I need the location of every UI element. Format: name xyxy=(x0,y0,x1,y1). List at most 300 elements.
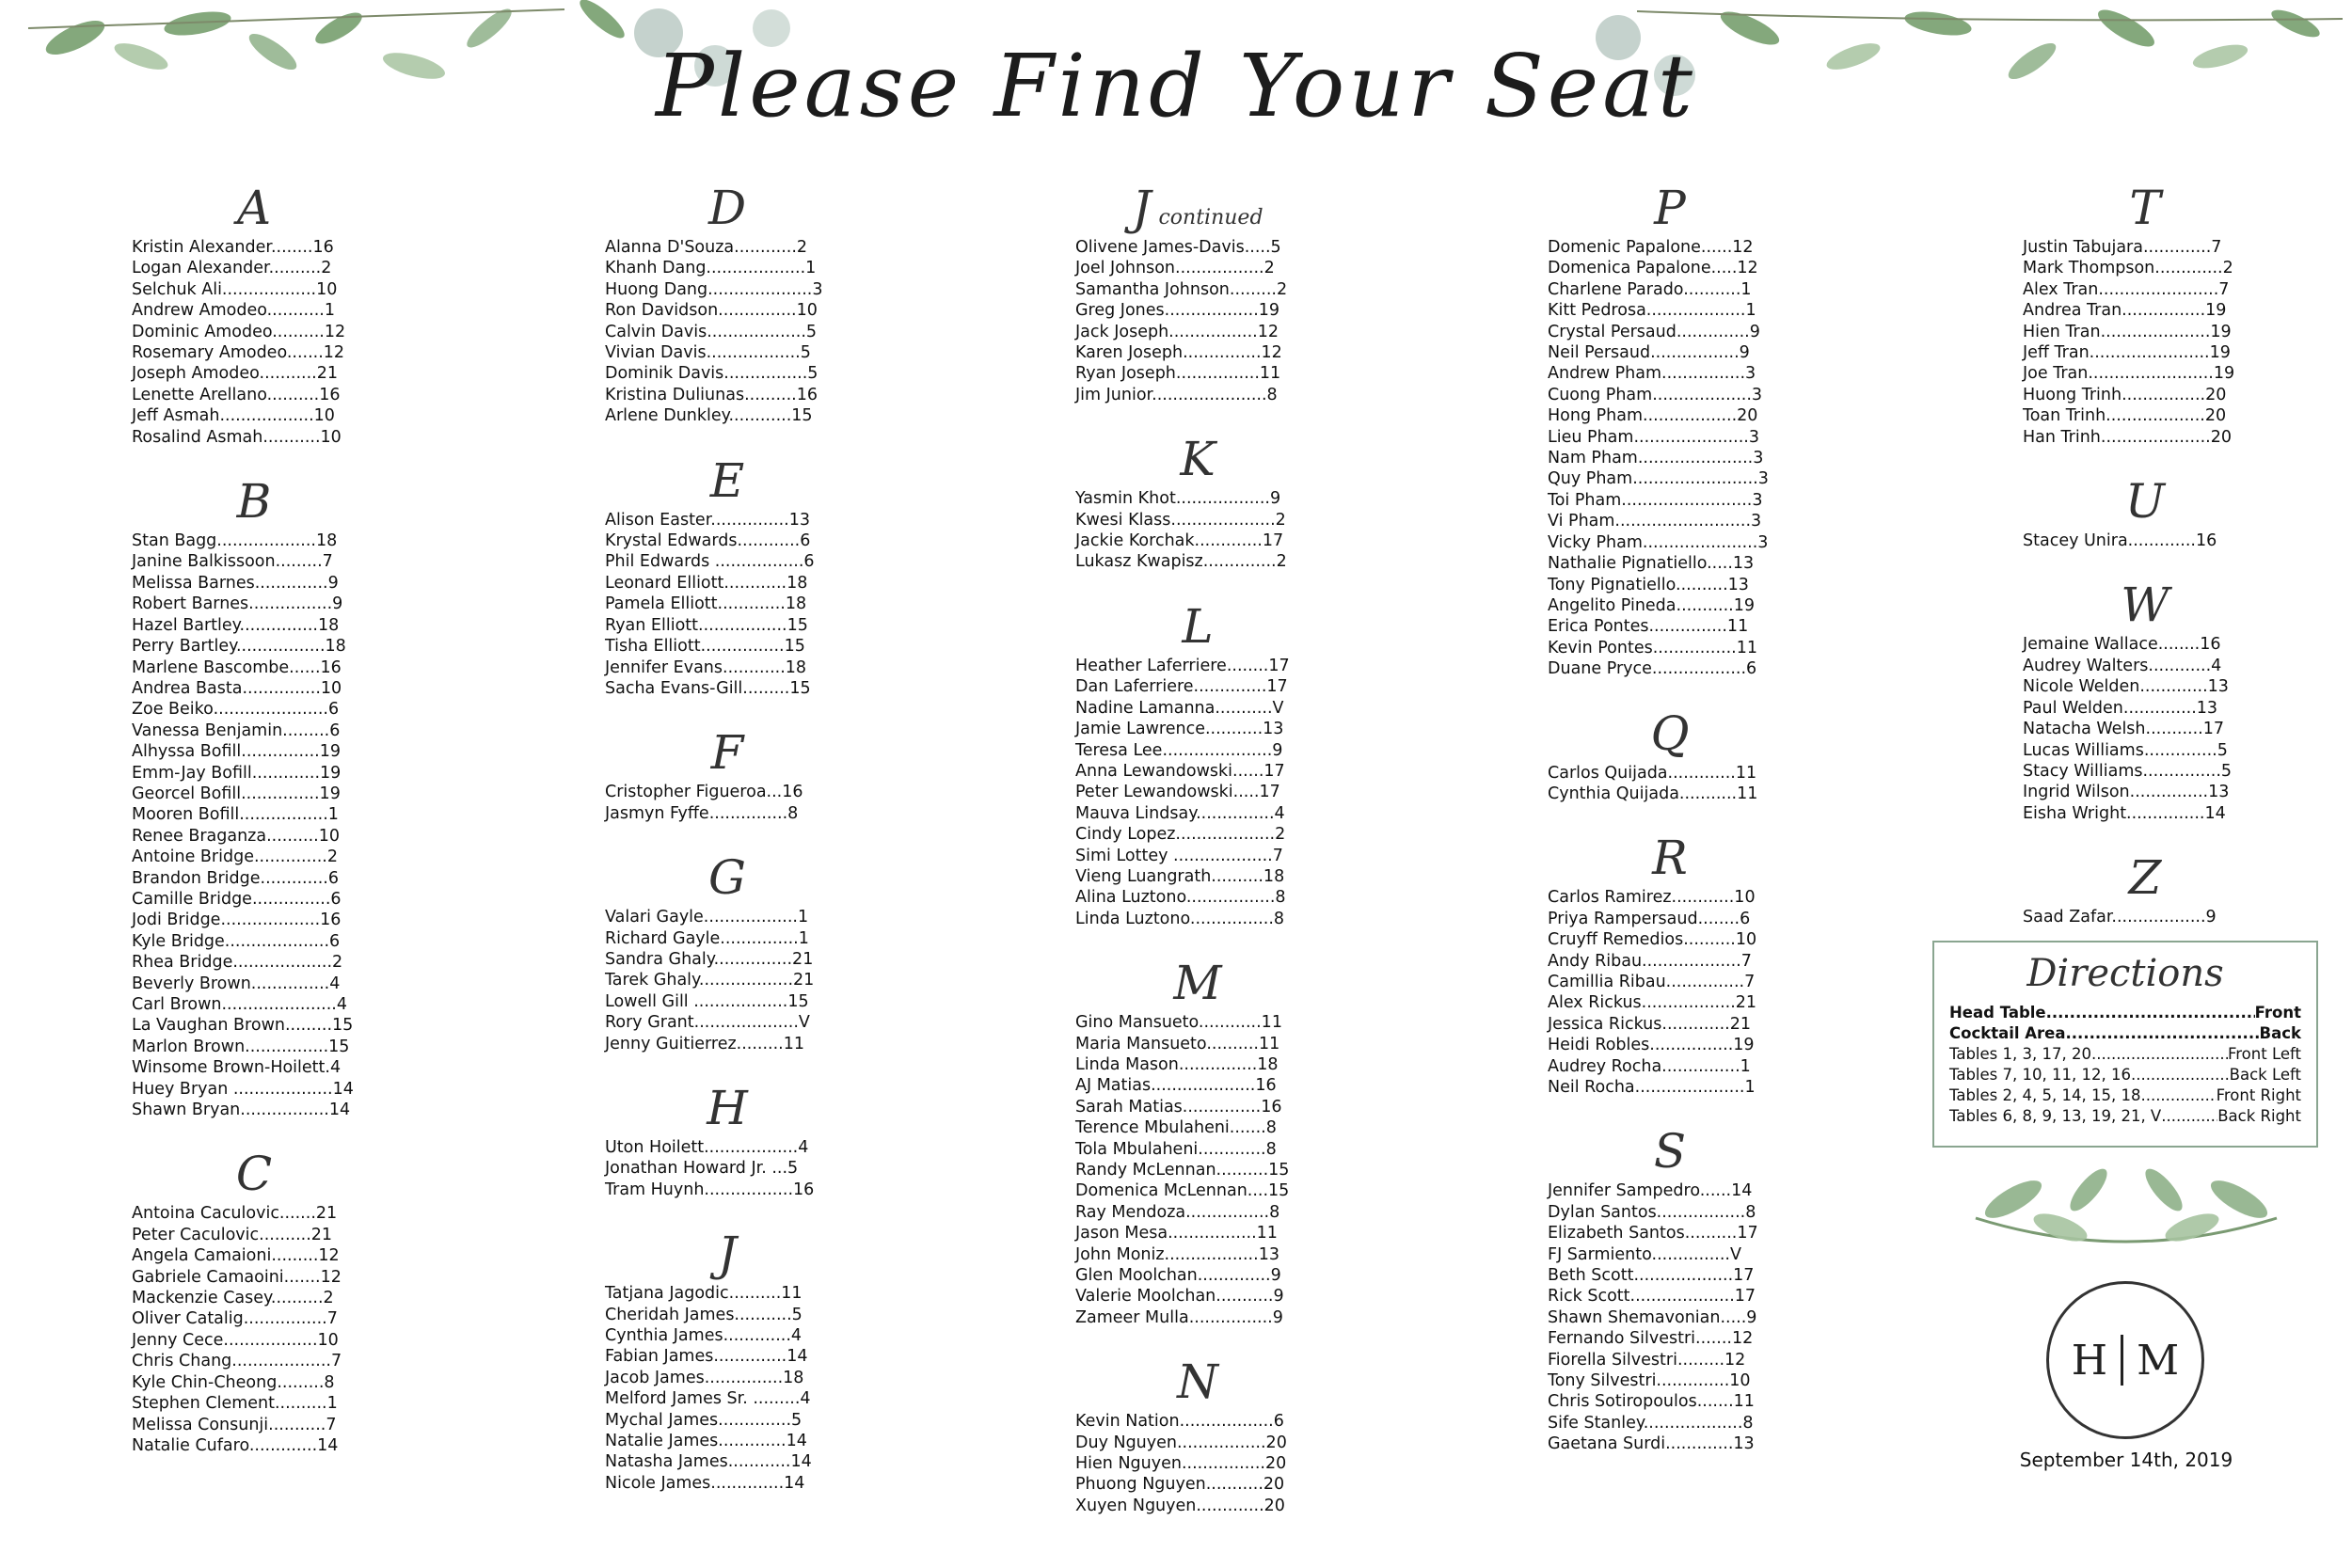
guest-entry: Dominik Davis................5 xyxy=(605,364,818,384)
section-letter-text: T xyxy=(2129,181,2161,235)
directions-row xyxy=(1949,1085,2301,1106)
guest-entry: Rick Scott....................17 xyxy=(1548,1287,1756,1307)
letter-section xyxy=(2023,472,2352,551)
directions-row xyxy=(1949,1044,2301,1065)
guest-entry: Valerie Moolchan...........9 xyxy=(1075,1287,1284,1307)
section-letter-text: C xyxy=(235,1147,273,1202)
monogram-divider xyxy=(2121,1335,2123,1386)
guest-entry: Yasmin Khot..................9 xyxy=(1075,489,1281,509)
section-letter-text: G xyxy=(708,850,746,906)
section-letter xyxy=(1075,430,1320,488)
guest-entry: Jackie Korchak.............17 xyxy=(1075,531,1284,551)
guest-entry: Natacha Welsh...........17 xyxy=(2023,720,2224,739)
guest-entry: Justin Tabujara.............7 xyxy=(2023,238,2222,257)
guest-entry: Andrea Tran................19 xyxy=(2023,301,2227,321)
guest-entry: Georcel Bofill...............19 xyxy=(132,784,341,803)
guest-entry: Fiorella Silvestri.........12 xyxy=(1548,1350,1746,1370)
guest-entry: Fernando Silvestri.......12 xyxy=(1548,1329,1754,1349)
guest-entry: Marlon Brown................15 xyxy=(132,1037,350,1056)
section-letter-text: R xyxy=(1652,831,1688,886)
directions-label: Tables 2, 4, 5, 14, 15, 18 xyxy=(1949,1086,2141,1104)
letter-section xyxy=(2023,576,2352,824)
section-letter xyxy=(605,1079,850,1137)
guest-entry: Natasha James............14 xyxy=(605,1452,812,1472)
guest-entry: Carl Brown......................4 xyxy=(132,995,348,1014)
section-letter-text: W xyxy=(2121,578,2169,633)
guest-entry: Sife Stanley...................8 xyxy=(1548,1413,1754,1433)
guest-entry: Phuong Nguyen...........20 xyxy=(1075,1475,1285,1495)
seating-column xyxy=(1075,179,1470,1541)
guest-entry: Antoina Caculovic.......21 xyxy=(132,1204,338,1224)
guest-entry: Duane Pryce..................6 xyxy=(1548,659,1757,679)
guest-entry: Chris Chang...................7 xyxy=(132,1352,342,1371)
guest-entry: Andrew Amodeo...........1 xyxy=(132,301,335,321)
guest-entry: Huey Bryan ...................14 xyxy=(132,1079,354,1099)
guest-entry: Gabriele Camaoini.......12 xyxy=(132,1267,342,1287)
guest-entry: Kristin Alexander........16 xyxy=(132,238,334,257)
section-letter xyxy=(1548,705,1792,763)
guest-entry: Lowell Gill ..................15 xyxy=(605,991,809,1011)
seating-column xyxy=(1548,179,1943,1480)
section-letter-text: U xyxy=(2124,474,2166,530)
guest-entry: Joe Tran........................19 xyxy=(2023,364,2235,384)
guest-entry: Cindy Lopez...................2 xyxy=(1075,825,1286,845)
guest-entry: Lieu Pham......................3 xyxy=(1548,427,1759,447)
guest-entry: Khanh Dang...................1 xyxy=(605,259,817,278)
guest-entry: Natalie Cufaro.............14 xyxy=(132,1435,339,1455)
guest-entry: Alison Easter...............13 xyxy=(605,510,810,530)
guest-entry: Audrey Rocha...............1 xyxy=(1548,1056,1751,1076)
guest-entry: Stacey Unira.............16 xyxy=(2023,531,2217,551)
guest-entry: Sarah Matias...............16 xyxy=(1075,1097,1282,1117)
section-letter xyxy=(1075,1353,1320,1411)
letter-section xyxy=(605,451,1000,700)
guest-entry: Neil Rocha.....................1 xyxy=(1548,1078,1756,1097)
guest-entry: Vicky Pham......................3 xyxy=(1548,532,1769,552)
section-letter-text: Z xyxy=(2128,850,2162,906)
guest-entry: Phil Edwards .................6 xyxy=(605,552,815,572)
guest-entry: Hazel Bartley...............18 xyxy=(132,615,340,635)
guest-entry: Heather Laferriere........17 xyxy=(1075,656,1290,675)
guest-entry: Fabian James..............14 xyxy=(605,1347,808,1367)
laurel-sprig xyxy=(1947,1162,2305,1265)
guest-entry: Peter Lewandowski.....17 xyxy=(1075,783,1280,802)
guest-entry: Linda Luztono................8 xyxy=(1075,909,1285,928)
guest-entry: Lucas Williams..............5 xyxy=(2023,740,2228,760)
guest-entry: Linda Mason...............18 xyxy=(1075,1054,1279,1074)
guest-entry: Alex Tran.......................7 xyxy=(2023,279,2230,299)
guest-entry: Joel Johnson.................2 xyxy=(1075,259,1275,278)
guest-entry: Hien Tran.....................19 xyxy=(2023,322,2232,341)
guest-entry: Jeff Asmah..................10 xyxy=(132,406,335,426)
guest-entry: Jodi Bridge...................16 xyxy=(132,911,342,930)
section-letter xyxy=(605,723,850,782)
guest-entry: Terence Mbulaheni.......8 xyxy=(1075,1118,1277,1138)
directions-leader-dots xyxy=(2140,1085,2216,1106)
guest-entry: Nathalie Pignatiello.....13 xyxy=(1548,554,1755,574)
guest-entry: Rosemary Amodeo.......12 xyxy=(132,343,345,363)
guest-entry: La Vaughan Brown.........15 xyxy=(132,1016,354,1036)
directions-label: Head Table xyxy=(1949,1004,2046,1022)
section-letter-text: M xyxy=(1173,956,1222,1011)
guest-entry: Rhea Bridge...................2 xyxy=(132,953,343,973)
directions-value: Front Right xyxy=(2216,1086,2301,1104)
section-letter-text: F xyxy=(710,725,744,781)
directions-leader-dots xyxy=(2046,1003,2255,1023)
guest-entry: Vanessa Benjamin.........6 xyxy=(132,721,341,740)
section-letter xyxy=(2023,179,2267,237)
section-letter-text: D xyxy=(707,181,747,235)
guest-entry: Mychal James..............5 xyxy=(605,1410,803,1430)
section-letter xyxy=(1075,179,1320,237)
guest-entry: Kwesi Klass....................2 xyxy=(1075,510,1286,530)
guest-entry: Melissa Barnes..............9 xyxy=(132,573,339,593)
guest-entry: Alex Rickus..................21 xyxy=(1548,993,1757,1013)
guest-entry: Nadine Lamanna...........V xyxy=(1075,698,1284,718)
guest-entry: Tram Huynh.................16 xyxy=(605,1180,815,1199)
guest-entry: Camille Bridge...............6 xyxy=(132,889,342,909)
guest-entry: Robert Barnes................9 xyxy=(132,594,343,614)
guest-entry: Tarek Ghaly..................21 xyxy=(605,971,815,990)
letter-section xyxy=(605,1225,1000,1494)
directions-value: Front xyxy=(2254,1004,2301,1022)
guest-entry: Andy Ribau...................7 xyxy=(1548,951,1752,971)
guest-entry: AJ Matias....................16 xyxy=(1075,1076,1277,1096)
seating-column xyxy=(2023,179,2352,953)
guest-entry: Mooren Bofill.................1 xyxy=(132,805,339,825)
guest-entry: Eisha Wright...............14 xyxy=(2023,803,2226,823)
guest-entry: Carlos Quijada.............11 xyxy=(1548,763,1757,783)
guest-entry: Jonathan Howard Jr. ...5 xyxy=(605,1159,799,1179)
guest-entry: Kitt Pedrosa...................1 xyxy=(1548,301,1756,321)
guest-entry: Mauva Lindsay...............4 xyxy=(1075,803,1285,823)
guest-entry: Olivene James-Davis.....5 xyxy=(1075,238,1281,257)
guest-entry: Heidi Robles................19 xyxy=(1548,1036,1755,1055)
letter-section xyxy=(605,1079,1000,1200)
section-letter-text: B xyxy=(236,474,272,530)
guest-entry: Zoe Beiko......................6 xyxy=(132,700,340,720)
guest-entry: Alanna D'Souza............2 xyxy=(605,238,808,257)
guest-entry: John Moniz..................13 xyxy=(1075,1244,1279,1264)
guest-entry: Domenica Papalone.....12 xyxy=(1548,259,1758,278)
letter-section xyxy=(2023,179,2352,448)
section-letter-text: L xyxy=(1182,598,1214,654)
seating-column xyxy=(132,179,527,1481)
guest-entry: Jessica Rickus.............21 xyxy=(1548,1014,1751,1034)
guest-entry: Erica Pontes...............11 xyxy=(1548,617,1749,637)
guest-entry: Jacob James...............18 xyxy=(605,1368,804,1387)
section-letter xyxy=(1075,954,1320,1012)
guest-entry: Stacy Williams...............5 xyxy=(2023,761,2233,781)
section-letter-text: E xyxy=(709,452,745,508)
guest-entry: Dylan Santos.................8 xyxy=(1548,1202,1756,1222)
letter-section xyxy=(132,1145,527,1456)
guest-entry: Toi Pham.........................3 xyxy=(1548,490,1763,510)
section-letter xyxy=(1548,179,1792,237)
guest-entry: Alina Luztono.................8 xyxy=(1075,888,1286,908)
section-letter xyxy=(605,1225,850,1283)
guest-entry: Ryan Elliott.................15 xyxy=(605,615,808,635)
section-letter-text: A xyxy=(236,181,272,235)
guest-entry: Alhyssa Bofill...............19 xyxy=(132,742,341,762)
guest-entry: Tatjana Jagodic..........11 xyxy=(605,1284,803,1304)
guest-entry: Jasmyn Fyffe...............8 xyxy=(605,803,799,823)
guest-entry: Janine Balkissoon.........7 xyxy=(132,552,333,572)
guest-entry: Jim Junior......................8 xyxy=(1075,385,1278,404)
guest-entry: Audrey Walters............4 xyxy=(2023,656,2222,675)
guest-entry: Andrew Pham................3 xyxy=(1548,364,1756,384)
guest-entry: Brandon Bridge.............6 xyxy=(132,868,339,888)
directions-value: Back xyxy=(2259,1024,2301,1042)
guest-entry: Renee Braganza..........10 xyxy=(132,826,340,846)
guest-entry: Angela Camaioni.........12 xyxy=(132,1246,340,1266)
directions-value: Back Left xyxy=(2229,1066,2301,1084)
guest-entry: Angelito Pineda...........19 xyxy=(1548,595,1755,615)
guest-entry: Dominic Amodeo..........12 xyxy=(132,322,346,341)
guest-entry: Kyle Chin-Cheong.........8 xyxy=(132,1372,335,1392)
guest-entry: Jamie Lawrence...........13 xyxy=(1075,720,1284,739)
guest-entry: Melford James Sr. .........4 xyxy=(605,1389,811,1409)
guest-entry: Huong Trinh................20 xyxy=(2023,385,2227,404)
guest-entry: Carlos Ramirez............10 xyxy=(1548,888,1756,908)
guest-entry: Calvin Davis...................5 xyxy=(605,322,818,341)
seating-column xyxy=(605,179,1000,1518)
guest-entry: Elizabeth Santos..........17 xyxy=(1548,1224,1758,1243)
letter-section xyxy=(1548,829,1943,1098)
section-letter xyxy=(132,179,376,237)
guest-entry: Lukasz Kwapisz..............2 xyxy=(1075,552,1287,572)
guest-entry: Arlene Dunkley............15 xyxy=(605,406,813,426)
guest-entry: Tony Pignatiello..........13 xyxy=(1548,575,1749,594)
guest-entry: Hong Pham..................20 xyxy=(1548,406,1758,426)
guest-entry: Paul Welden..............13 xyxy=(2023,698,2218,718)
guest-entry: Vi Pham..........................3 xyxy=(1548,512,1762,531)
directions-row xyxy=(1949,1065,2301,1085)
letter-section xyxy=(1075,430,1470,573)
guest-entry: FJ Sarmiento...............V xyxy=(1548,1244,1741,1264)
directions-value: Back Right xyxy=(2217,1107,2301,1125)
guest-entry: Ron Davidson...............10 xyxy=(605,301,818,321)
guest-entry: Melissa Consunji...........7 xyxy=(132,1415,337,1434)
guest-entry: Joseph Amodeo...........21 xyxy=(132,364,338,384)
letter-section xyxy=(1548,179,1943,680)
directions-leader-dots xyxy=(2066,1023,2260,1044)
guest-entry: Krystal Edwards............6 xyxy=(605,531,811,551)
guest-entry: Emm-Jay Bofill.............19 xyxy=(132,763,342,783)
guest-entry: Uton Hoilett..................4 xyxy=(605,1137,809,1157)
directions-value: Front Left xyxy=(2227,1045,2301,1063)
guest-entry: Leonard Elliott............18 xyxy=(605,573,808,593)
monogram-logo xyxy=(2046,1281,2204,1439)
section-letter xyxy=(2023,472,2267,531)
guest-entry: Jennifer Sampedro......14 xyxy=(1548,1181,1753,1201)
letter-section xyxy=(2023,848,2352,927)
guest-entry: Chris Sotiropoulos.......11 xyxy=(1548,1392,1755,1412)
monogram-left: H xyxy=(2071,1336,2108,1385)
guest-entry: Cristopher Figueroa...16 xyxy=(605,783,803,802)
letter-section xyxy=(132,179,527,448)
guest-entry: Marlene Bascombe......16 xyxy=(132,657,342,677)
guest-entry: Neil Persaud.................9 xyxy=(1548,343,1750,363)
guest-entry: Vieng Luangrath..........18 xyxy=(1075,866,1285,886)
section-letter xyxy=(132,472,376,531)
letter-section xyxy=(1548,1122,1943,1454)
section-letter xyxy=(1075,597,1320,656)
section-letter xyxy=(1548,1122,1792,1180)
guest-entry: Antoine Bridge..............2 xyxy=(132,847,338,867)
guest-entry: Pamela Elliott.............18 xyxy=(605,594,807,614)
section-letter xyxy=(132,1145,376,1203)
section-letter xyxy=(1548,829,1792,887)
guest-entry: Gino Mansueto............11 xyxy=(1075,1013,1282,1033)
letter-section xyxy=(605,723,1000,824)
guest-entry: Logan Alexander..........2 xyxy=(132,259,332,278)
guest-entry: Valari Gayle..................1 xyxy=(605,908,809,927)
section-continued-label: continued xyxy=(1158,206,1263,230)
section-letter xyxy=(605,848,850,907)
letter-section xyxy=(605,179,1000,427)
letter-section xyxy=(1548,705,1943,805)
directions-label: Tables 6, 8, 9, 13, 19, 21, V xyxy=(1949,1107,2162,1125)
guest-entry: Vivian Davis..................5 xyxy=(605,343,811,363)
guest-entry: Andrea Basta...............10 xyxy=(132,678,342,698)
guest-entry: Jack Joseph.................12 xyxy=(1075,322,1279,341)
guest-entry: Jenny Guitierrez.........11 xyxy=(605,1034,805,1053)
guest-entry: Stan Bagg...................18 xyxy=(132,531,338,551)
guest-entry: Jemaine Wallace........16 xyxy=(2023,635,2221,655)
guest-entry: Duy Nguyen.................20 xyxy=(1075,1433,1287,1452)
guest-entry: Winsome Brown-Hoilett.4 xyxy=(132,1058,342,1078)
guest-entry: Stephen Clement..........1 xyxy=(132,1394,338,1414)
directions-label: Tables 7, 10, 11, 12, 16 xyxy=(1949,1066,2131,1084)
guest-entry: Karen Joseph...............12 xyxy=(1075,343,1282,363)
guest-entry: Domenic Papalone......12 xyxy=(1548,238,1754,257)
section-letter xyxy=(2023,576,2267,634)
section-letter-text: K xyxy=(1180,432,1216,487)
directions-list xyxy=(1949,1003,2301,1127)
directions-leader-dots xyxy=(2131,1065,2230,1085)
section-letter xyxy=(605,179,850,237)
section-letter-text: S xyxy=(1653,1124,1687,1180)
guest-entry: Sandra Ghaly...............21 xyxy=(605,949,814,969)
directions-row xyxy=(1949,1023,2301,1044)
guest-entry: Randy McLennan..........15 xyxy=(1075,1161,1290,1180)
event-date: September 14th, 2019 xyxy=(2019,1449,2233,1471)
guest-entry: Peter Caculovic..........21 xyxy=(132,1225,333,1244)
guest-entry: Kevin Nation..................6 xyxy=(1075,1412,1284,1432)
guest-entry: Samantha Johnson.........2 xyxy=(1075,279,1288,299)
guest-entry: Hien Nguyen................20 xyxy=(1075,1454,1287,1474)
letter-section xyxy=(1075,1353,1470,1516)
guest-entry: Kevin Pontes................11 xyxy=(1548,638,1757,657)
directions-title: Directions xyxy=(2026,952,2224,995)
guest-entry: Simi Lottey ...................7 xyxy=(1075,846,1283,865)
section-letter-text: N xyxy=(1177,1354,1218,1410)
guest-entry: Rosalind Asmah...........10 xyxy=(132,427,342,447)
guest-entry: Jeff Tran.......................19 xyxy=(2023,343,2231,363)
section-letter-text: J xyxy=(717,1227,738,1282)
directions-box xyxy=(1932,941,2318,1148)
guest-entry: Perry Bartley.................18 xyxy=(132,637,346,657)
guest-entry: Kristina Duliunas..........16 xyxy=(605,385,818,404)
guest-entry: Toan Trinh...................20 xyxy=(2023,406,2227,426)
guest-entry: Tisha Elliott................15 xyxy=(605,637,805,657)
guest-entry: Huong Dang....................3 xyxy=(605,279,823,299)
guest-entry: Priya Rampersaud........6 xyxy=(1548,909,1751,928)
guest-entry: Quy Pham........................3 xyxy=(1548,469,1769,489)
guest-entry: Rory Grant....................V xyxy=(605,1013,810,1033)
guest-entry: Tola Mbulaheni.............8 xyxy=(1075,1139,1277,1159)
section-letter-text: Q xyxy=(1650,705,1690,761)
letter-section xyxy=(1075,179,1470,405)
guest-entry: Cynthia James.............4 xyxy=(605,1326,803,1345)
guest-entry: Camillia Ribau...............7 xyxy=(1548,972,1756,991)
guest-entry: Glen Moolchan..............9 xyxy=(1075,1266,1281,1286)
guest-entry: Nam Pham......................3 xyxy=(1548,449,1764,468)
directions-row xyxy=(1949,1003,2301,1023)
guest-entry: Mark Thompson.............2 xyxy=(2023,259,2233,278)
guest-entry: Mackenzie Casey..........2 xyxy=(132,1289,334,1308)
directions-label: Tables 1, 3, 17, 20 xyxy=(1949,1045,2091,1063)
directions-row xyxy=(1949,1106,2301,1127)
directions-label: Cocktail Area xyxy=(1949,1024,2066,1042)
guest-entry: Beth Scott...................17 xyxy=(1548,1266,1755,1286)
page-title: Please Find Your Seat xyxy=(655,36,1697,136)
guest-entry: Beverly Brown...............4 xyxy=(132,974,341,993)
guest-entry: Jason Mesa.................11 xyxy=(1075,1224,1278,1243)
guest-entry: Xuyen Nguyen.............20 xyxy=(1075,1496,1285,1515)
section-letter-text: H xyxy=(707,1080,748,1135)
guest-entry: Domenica McLennan....15 xyxy=(1075,1181,1290,1201)
guest-entry: Jenny Cece..................10 xyxy=(132,1330,339,1350)
guest-entry: Ray Mendoza................8 xyxy=(1075,1202,1280,1222)
guest-entry: Gaetana Surdi.............13 xyxy=(1548,1434,1755,1454)
guest-entry: Shawn Bryan.................14 xyxy=(132,1101,351,1120)
guest-entry: Saad Zafar..................9 xyxy=(2023,908,2217,927)
guest-entry: Dan Laferriere..............17 xyxy=(1075,677,1288,697)
guest-entry: Greg Jones..................19 xyxy=(1075,301,1280,321)
guest-entry: Sacha Evans-Gill.........15 xyxy=(605,678,811,698)
guest-entry: Shawn Shemavonian.....9 xyxy=(1548,1307,1757,1327)
guest-entry: Anna Lewandowski......17 xyxy=(1075,761,1285,781)
guest-entry: Cruyff Remedios..........10 xyxy=(1548,930,1757,950)
guest-entry: Cuong Pham...................3 xyxy=(1548,385,1763,404)
directions-leader-dots xyxy=(2161,1106,2217,1127)
section-letter xyxy=(605,451,850,510)
guest-entry: Charlene Parado...........1 xyxy=(1548,279,1752,299)
guest-entry: Natalie James.............14 xyxy=(605,1432,807,1451)
monogram-right: M xyxy=(2137,1336,2180,1385)
guest-entry: Ingrid Wilson...............13 xyxy=(2023,783,2230,802)
guest-entry: Tony Silvestri..............10 xyxy=(1548,1371,1751,1391)
guest-entry: Han Trinh.....................20 xyxy=(2023,427,2232,447)
guest-entry: Teresa Lee.....................9 xyxy=(1075,740,1283,760)
guest-entry: Crystal Persaud..............9 xyxy=(1548,322,1760,341)
guest-entry: Lenette Arellano..........16 xyxy=(132,385,341,404)
guest-entry: Jennifer Evans............18 xyxy=(605,657,807,677)
guest-entry: Cheridah James...........5 xyxy=(605,1305,803,1324)
guest-entry: Cynthia Quijada...........11 xyxy=(1548,784,1758,803)
guest-entry: Zameer Mulla................9 xyxy=(1075,1307,1283,1327)
guest-entry: Nicole Welden.............13 xyxy=(2023,677,2229,697)
guest-entry: Selchuk Ali..................10 xyxy=(132,279,338,299)
guest-entry: Richard Gayle...............1 xyxy=(605,928,809,948)
directions-leader-dots xyxy=(2091,1044,2228,1065)
guest-entry: Oliver Catalig................7 xyxy=(132,1309,338,1329)
section-letter-text: J xyxy=(1132,181,1152,235)
letter-section xyxy=(1075,954,1470,1328)
guest-entry: Kyle Bridge....................6 xyxy=(132,931,341,951)
